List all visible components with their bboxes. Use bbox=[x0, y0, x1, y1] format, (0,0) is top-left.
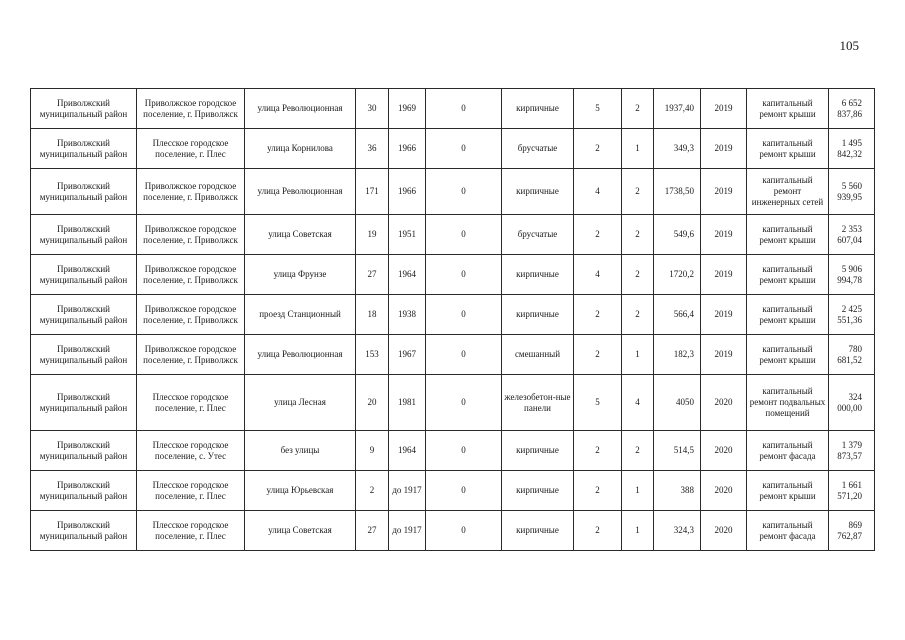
entrances-cell: 1 bbox=[622, 335, 654, 375]
build-year-cell: 1964 bbox=[389, 255, 426, 295]
street-cell: улица Юрьевская bbox=[245, 471, 356, 511]
wall-material-cell: кирпичные bbox=[502, 431, 574, 471]
wall-material-cell: кирпичные bbox=[502, 255, 574, 295]
street-cell: улица Советская bbox=[245, 511, 356, 551]
wall-material-cell: кирпичные bbox=[502, 295, 574, 335]
region-cell: Приволжский муниципальный район bbox=[31, 375, 137, 431]
work-type-cell: капитальный ремонт крыши bbox=[747, 471, 829, 511]
area-cell: 324,3 bbox=[654, 511, 701, 551]
settlement-cell: Плесское городское поселение, г. Плес bbox=[137, 471, 245, 511]
street-cell: улица Корнилова bbox=[245, 129, 356, 169]
cost-cell: 1 661 571,20 bbox=[829, 471, 875, 511]
table-row bbox=[31, 511, 875, 551]
settlement-cell: Приволжское городское поселение, г. Приволжск bbox=[137, 169, 245, 215]
floors-cell: 5 bbox=[574, 375, 622, 431]
wall-material-cell: кирпичные bbox=[502, 89, 574, 129]
house-number-cell: 20 bbox=[356, 375, 389, 431]
area-cell: 388 bbox=[654, 471, 701, 511]
region-cell: Приволжский муниципальный район bbox=[31, 169, 137, 215]
table-row bbox=[31, 255, 875, 295]
plan-year-cell: 2020 bbox=[701, 431, 747, 471]
cost-cell: 869 762,87 bbox=[829, 511, 875, 551]
area-cell: 1937,40 bbox=[654, 89, 701, 129]
work-type-cell: капитальный ремонт инженерных сетей bbox=[747, 169, 829, 215]
house-number-cell: 171 bbox=[356, 169, 389, 215]
entrances-cell: 2 bbox=[622, 295, 654, 335]
plan-year-cell: 2020 bbox=[701, 375, 747, 431]
plan-year-cell: 2019 bbox=[701, 169, 747, 215]
entrances-cell: 2 bbox=[622, 431, 654, 471]
wall-material-cell: брусчатые bbox=[502, 129, 574, 169]
settlement-cell: Приволжское городское поселение, г. Приволжск bbox=[137, 215, 245, 255]
house-number-cell: 19 bbox=[356, 215, 389, 255]
region-cell: Приволжский муниципальный район bbox=[31, 511, 137, 551]
house-number-cell: 27 bbox=[356, 511, 389, 551]
build-year-cell: 1964 bbox=[389, 431, 426, 471]
table-row bbox=[31, 215, 875, 255]
settlement-cell: Приволжское городское поселение, г. Приволжск bbox=[137, 255, 245, 295]
settlement-cell: Плесское городское поселение, г. Плес bbox=[137, 511, 245, 551]
work-type-cell: капитальный ремонт подвальных помещений bbox=[747, 375, 829, 431]
build-year-cell: 1967 bbox=[389, 335, 426, 375]
house-number-cell: 36 bbox=[356, 129, 389, 169]
street-cell: улица Революционная bbox=[245, 335, 356, 375]
table-body bbox=[31, 89, 875, 551]
floors-cell: 2 bbox=[574, 129, 622, 169]
wall-material-cell: кирпичные bbox=[502, 169, 574, 215]
area-cell: 4050 bbox=[654, 375, 701, 431]
work-type-cell: капитальный ремонт фасада bbox=[747, 511, 829, 551]
settlement-cell: Плесское городское поселение, г. Плес bbox=[137, 375, 245, 431]
entrances-cell: 2 bbox=[622, 89, 654, 129]
street-cell: без улицы bbox=[245, 431, 356, 471]
settlement-cell: Приволжское городское поселение, г. Приволжск bbox=[137, 335, 245, 375]
build-year-cell: 1981 bbox=[389, 375, 426, 431]
area-cell: 1720,2 bbox=[654, 255, 701, 295]
table-row bbox=[31, 89, 875, 129]
table-row bbox=[31, 335, 875, 375]
table-row bbox=[31, 129, 875, 169]
settlement-cell: Приволжское городское поселение, г. Приволжск bbox=[137, 89, 245, 129]
region-cell: Приволжский муниципальный район bbox=[31, 129, 137, 169]
street-cell: улица Революционная bbox=[245, 89, 356, 129]
area-cell: 566,4 bbox=[654, 295, 701, 335]
zero-value-cell: 0 bbox=[426, 215, 502, 255]
plan-year-cell: 2019 bbox=[701, 89, 747, 129]
table-row bbox=[31, 169, 875, 215]
region-cell: Приволжский муниципальный район bbox=[31, 255, 137, 295]
entrances-cell: 1 bbox=[622, 471, 654, 511]
area-cell: 1738,50 bbox=[654, 169, 701, 215]
floors-cell: 2 bbox=[574, 295, 622, 335]
entrances-cell: 4 bbox=[622, 375, 654, 431]
wall-material-cell: брусчатые bbox=[502, 215, 574, 255]
region-cell: Приволжский муниципальный район bbox=[31, 295, 137, 335]
zero-value-cell: 0 bbox=[426, 511, 502, 551]
zero-value-cell: 0 bbox=[426, 255, 502, 295]
zero-value-cell: 0 bbox=[426, 295, 502, 335]
entrances-cell: 2 bbox=[622, 255, 654, 295]
floors-cell: 2 bbox=[574, 511, 622, 551]
build-year-cell: 1969 bbox=[389, 89, 426, 129]
build-year-cell: 1966 bbox=[389, 169, 426, 215]
build-year-cell: 1938 bbox=[389, 295, 426, 335]
build-year-cell: до 1917 bbox=[389, 511, 426, 551]
entrances-cell: 2 bbox=[622, 169, 654, 215]
plan-year-cell: 2020 bbox=[701, 511, 747, 551]
house-number-cell: 18 bbox=[356, 295, 389, 335]
table-row bbox=[31, 431, 875, 471]
floors-cell: 2 bbox=[574, 431, 622, 471]
cost-cell: 2 425 551,36 bbox=[829, 295, 875, 335]
cost-cell: 6 652 837,86 bbox=[829, 89, 875, 129]
work-type-cell: капитальный ремонт крыши bbox=[747, 295, 829, 335]
floors-cell: 2 bbox=[574, 335, 622, 375]
work-type-cell: капитальный ремонт крыши bbox=[747, 89, 829, 129]
area-cell: 514,5 bbox=[654, 431, 701, 471]
work-type-cell: капитальный ремонт крыши bbox=[747, 335, 829, 375]
plan-year-cell: 2019 bbox=[701, 255, 747, 295]
cost-cell: 1 379 873,57 bbox=[829, 431, 875, 471]
zero-value-cell: 0 bbox=[426, 89, 502, 129]
street-cell: проезд Станционный bbox=[245, 295, 356, 335]
work-type-cell: капитальный ремонт фасада bbox=[747, 431, 829, 471]
floors-cell: 2 bbox=[574, 215, 622, 255]
build-year-cell: 1951 bbox=[389, 215, 426, 255]
street-cell: улица Революционная bbox=[245, 169, 356, 215]
work-type-cell: капитальный ремонт крыши bbox=[747, 215, 829, 255]
region-cell: Приволжский муниципальный район bbox=[31, 471, 137, 511]
street-cell: улица Фрунзе bbox=[245, 255, 356, 295]
repair-register-table bbox=[30, 88, 875, 551]
plan-year-cell: 2019 bbox=[701, 129, 747, 169]
floors-cell: 2 bbox=[574, 471, 622, 511]
table-row bbox=[31, 295, 875, 335]
plan-year-cell: 2019 bbox=[701, 335, 747, 375]
cost-cell: 780 681,52 bbox=[829, 335, 875, 375]
settlement-cell: Плесское городское поселение, с. Утес bbox=[137, 431, 245, 471]
floors-cell: 4 bbox=[574, 169, 622, 215]
house-number-cell: 2 bbox=[356, 471, 389, 511]
region-cell: Приволжский муниципальный район bbox=[31, 215, 137, 255]
street-cell: улица Советская bbox=[245, 215, 356, 255]
area-cell: 349,3 bbox=[654, 129, 701, 169]
build-year-cell: 1966 bbox=[389, 129, 426, 169]
area-cell: 182,3 bbox=[654, 335, 701, 375]
floors-cell: 5 bbox=[574, 89, 622, 129]
zero-value-cell: 0 bbox=[426, 169, 502, 215]
cost-cell: 1 495 842,32 bbox=[829, 129, 875, 169]
house-number-cell: 27 bbox=[356, 255, 389, 295]
zero-value-cell: 0 bbox=[426, 129, 502, 169]
zero-value-cell: 0 bbox=[426, 471, 502, 511]
work-type-cell: капитальный ремонт крыши bbox=[747, 129, 829, 169]
entrances-cell: 1 bbox=[622, 511, 654, 551]
table-row bbox=[31, 375, 875, 431]
page-number: 105 bbox=[839, 38, 859, 53]
region-cell: Приволжский муниципальный район bbox=[31, 431, 137, 471]
plan-year-cell: 2020 bbox=[701, 471, 747, 511]
region-cell: Приволжский муниципальный район bbox=[31, 89, 137, 129]
street-cell: улица Лесная bbox=[245, 375, 356, 431]
plan-year-cell: 2019 bbox=[701, 295, 747, 335]
wall-material-cell: железобетон-ные панели bbox=[502, 375, 574, 431]
entrances-cell: 1 bbox=[622, 129, 654, 169]
wall-material-cell: кирпичные bbox=[502, 471, 574, 511]
region-cell: Приволжский муниципальный район bbox=[31, 335, 137, 375]
plan-year-cell: 2019 bbox=[701, 215, 747, 255]
work-type-cell: капитальный ремонт крыши bbox=[747, 255, 829, 295]
cost-cell: 5 560 939,95 bbox=[829, 169, 875, 215]
entrances-cell: 2 bbox=[622, 215, 654, 255]
cost-cell: 5 906 994,78 bbox=[829, 255, 875, 295]
house-number-cell: 30 bbox=[356, 89, 389, 129]
area-cell: 549,6 bbox=[654, 215, 701, 255]
table-row bbox=[31, 471, 875, 511]
wall-material-cell: смешанный bbox=[502, 335, 574, 375]
wall-material-cell: кирпичные bbox=[502, 511, 574, 551]
house-number-cell: 9 bbox=[356, 431, 389, 471]
floors-cell: 4 bbox=[574, 255, 622, 295]
settlement-cell: Плесское городское поселение, г. Плес bbox=[137, 129, 245, 169]
zero-value-cell: 0 bbox=[426, 375, 502, 431]
house-number-cell: 153 bbox=[356, 335, 389, 375]
build-year-cell: до 1917 bbox=[389, 471, 426, 511]
zero-value-cell: 0 bbox=[426, 335, 502, 375]
cost-cell: 324 000,00 bbox=[829, 375, 875, 431]
settlement-cell: Приволжское городское поселение, г. Приволжск bbox=[137, 295, 245, 335]
zero-value-cell: 0 bbox=[426, 431, 502, 471]
cost-cell: 2 353 607,04 bbox=[829, 215, 875, 255]
